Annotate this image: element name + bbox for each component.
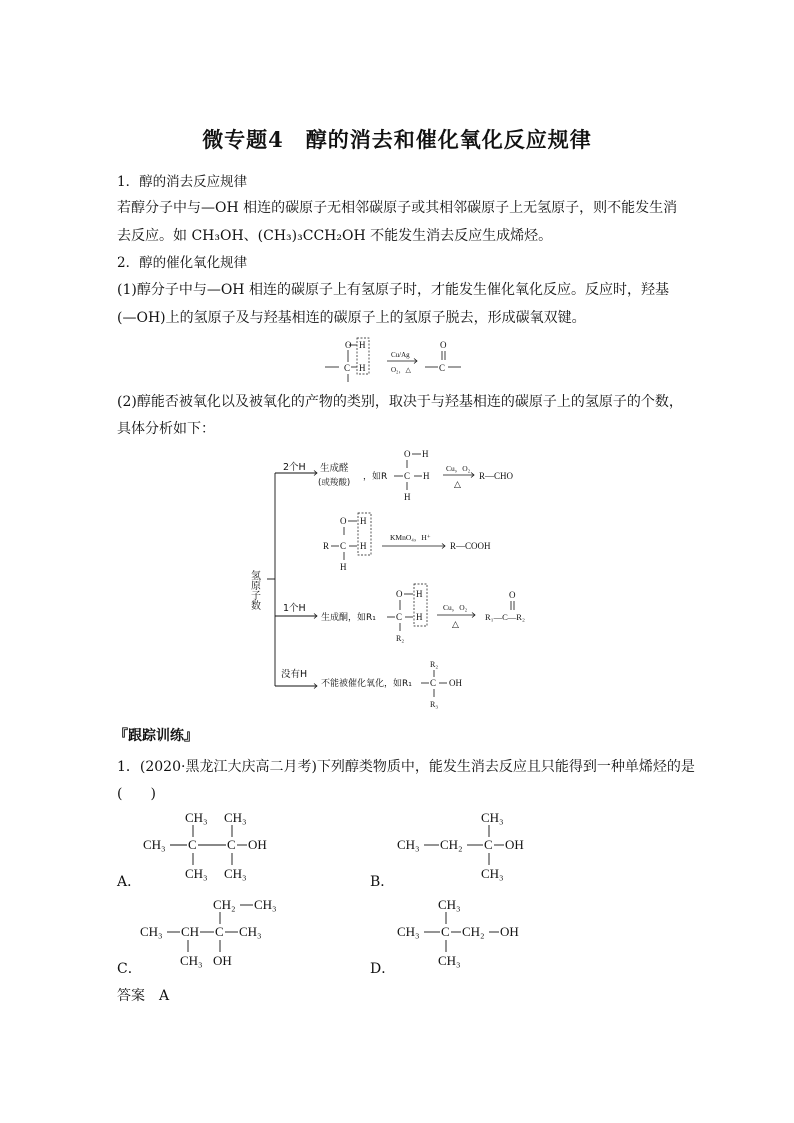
scheme-product-o: O — [440, 340, 447, 350]
c-ch2-top: CH₂ — [213, 897, 236, 912]
aldehyde-product: R—CHO — [479, 471, 514, 481]
ketone-product-o: O — [509, 590, 516, 600]
bracket-open: 『 — [114, 728, 128, 744]
section2-heading: 2．醇的催化氧化规律 — [117, 255, 248, 271]
aldehyde-o: O — [404, 449, 411, 459]
aldehyde-example-prefix: ，如R — [363, 472, 388, 482]
option-a-structure — [140, 808, 285, 886]
ketone-h2: H — [416, 612, 423, 622]
section2-p1-line1: (1)醇分子中与—OH 相连的碳原子上有氢原子时，才能发生催化氧化反应。反应时，羟基 — [117, 282, 669, 298]
aldehyde-cond: Cu，O₂ — [446, 464, 471, 473]
ketone-h1: H — [416, 589, 423, 599]
section2-p2-line1: (2)醇能否被氧化以及被氧化的产物的类别，取决于与羟基相连的碳原子上的氢原子的个数， — [117, 394, 683, 410]
a-ch3-top1: CH₃ — [185, 810, 208, 825]
section2-p1-line2: (—OH)上的氢原子及与羟基相连的碳原子上的氢原子脱去，形成碳氧双键。 — [117, 310, 586, 326]
ketone-heat: △ — [452, 619, 459, 629]
question1-line1: 1．(2020·黑龙江大庆高二月考)下列醇类物质中，能发生消去反应且只能得到一种单烯烃的是 — [117, 759, 695, 775]
scheme-o: O — [345, 340, 352, 350]
section1-heading: 1．醇的消去反应规律 — [117, 174, 248, 190]
b-ch3-bottom: CH₃ — [481, 866, 504, 881]
d-ch2: CH₂ — [462, 924, 485, 939]
option-c-label[interactable]: C． — [117, 961, 142, 977]
practice-heading-box — [114, 725, 198, 745]
d-ch3-left: CH₃ — [397, 924, 420, 939]
acid-h-bottom: H — [340, 562, 347, 572]
d-c: C — [441, 924, 450, 939]
ketone-o: O — [396, 589, 403, 599]
a-c2: C — [227, 837, 236, 852]
option-d-structure — [395, 895, 540, 973]
branch-1h: 1个H — [283, 603, 306, 614]
b-oh: OH — [505, 837, 524, 852]
svg-text:氢原子数: 氢原子数 — [248, 570, 260, 610]
a-c1: C — [188, 837, 197, 852]
tertiary-r3: R₃ — [430, 700, 439, 709]
ketone-c: C — [396, 612, 403, 622]
b-c: C — [484, 837, 493, 852]
aldehyde-label: 生成醛 — [320, 463, 349, 474]
c-ch3-left: CH₃ — [140, 924, 163, 939]
aldehyde-c: C — [404, 471, 411, 481]
axis-label — [249, 569, 261, 611]
branch-none: 没有H — [281, 669, 308, 680]
option-c-structure — [140, 895, 290, 973]
aldehyde-oh-h: H — [422, 449, 429, 459]
acid-h2: H — [360, 541, 367, 551]
acid-r: R — [323, 541, 330, 551]
section1-line2: 去反应。如 CH₃OH、(CH₃)₃CCH₂OH 不能发生消去反应生成烯烃。 — [117, 228, 553, 244]
a-ch3-bottom1: CH₃ — [185, 866, 208, 881]
classification-diagram — [245, 446, 555, 711]
a-ch3-left: CH₃ — [143, 837, 166, 852]
d-oh: OH — [500, 924, 519, 939]
answer-label: 答案 — [117, 988, 145, 1004]
scheme-cond-top: Cu/Ag — [391, 351, 410, 359]
ketone-cond: Cu，O₂ — [443, 603, 468, 612]
c-ch3-right: CH₃ — [239, 924, 262, 939]
d-ch3-bottom: CH₃ — [438, 953, 461, 968]
c-c: C — [215, 924, 224, 939]
c-oh: OH — [213, 953, 232, 968]
section2-p2-line2: 具体分析如下： — [117, 421, 215, 437]
b-ch3-left: CH₃ — [397, 837, 420, 852]
d-ch3-top: CH₃ — [438, 897, 461, 912]
ketone-r2: R₂ — [396, 634, 405, 643]
practice-heading: 跟踪训练 — [128, 728, 184, 744]
bracket-close: 』 — [184, 728, 198, 744]
scheme-product-c: C — [439, 363, 446, 373]
acid-c: C — [340, 541, 347, 551]
a-ch3-bottom2: CH₃ — [224, 866, 247, 881]
c-ch3-top: CH₃ — [254, 897, 277, 912]
a-oh: OH — [248, 837, 267, 852]
ketone-label: 生成酮，如R₁ — [321, 613, 376, 623]
oxidation-scheme — [325, 336, 475, 384]
answer-line — [117, 985, 169, 1007]
aldehyde-heat: △ — [454, 479, 461, 489]
scheme-cond-bottom: O₂，△ — [391, 366, 411, 374]
option-b-label[interactable]: B． — [370, 874, 395, 890]
option-a-label[interactable]: A． — [117, 874, 142, 890]
scheme-h1: H — [359, 340, 366, 350]
b-ch3-top: CH₃ — [481, 810, 504, 825]
b-ch2: CH₂ — [440, 837, 463, 852]
question1-line2: ( ) — [117, 786, 156, 802]
section1-line1: 若醇分子中与—OH 相连的碳原子无相邻碳原子或其相邻碳原子上无氢原子，则不能发生消 — [117, 200, 678, 216]
option-d-label[interactable]: D． — [370, 961, 396, 977]
branch-2h: 2个H — [283, 462, 306, 473]
aldehyde-sub: (或羧酸) — [318, 478, 351, 488]
page-title: 微专题4 醇的消去和催化氧化反应规律 — [202, 127, 592, 152]
ketone-product: R₁—C—R₂ — [485, 612, 525, 622]
c-ch3-bottom: CH₃ — [180, 953, 203, 968]
aldehyde-h-bottom: H — [404, 492, 411, 502]
scheme-c: C — [344, 363, 351, 373]
tertiary-c: C — [430, 678, 437, 688]
acid-h1: H — [360, 516, 367, 526]
scheme-h2: H — [359, 363, 366, 373]
tertiary-label: 不能被催化氧化，如R₁ — [321, 679, 412, 689]
acid-product: R—COOH — [450, 541, 491, 551]
acid-o: O — [340, 516, 347, 526]
c-ch: CH — [181, 924, 200, 939]
acid-cond: KMnO₄，H⁺ — [390, 533, 431, 542]
a-ch3-top2: CH₃ — [224, 810, 247, 825]
option-b-structure — [395, 808, 540, 886]
aldehyde-h-right: H — [423, 471, 430, 481]
answer-value: A — [159, 988, 170, 1004]
tertiary-r2: R₂ — [430, 660, 439, 669]
tertiary-oh: OH — [449, 678, 462, 688]
